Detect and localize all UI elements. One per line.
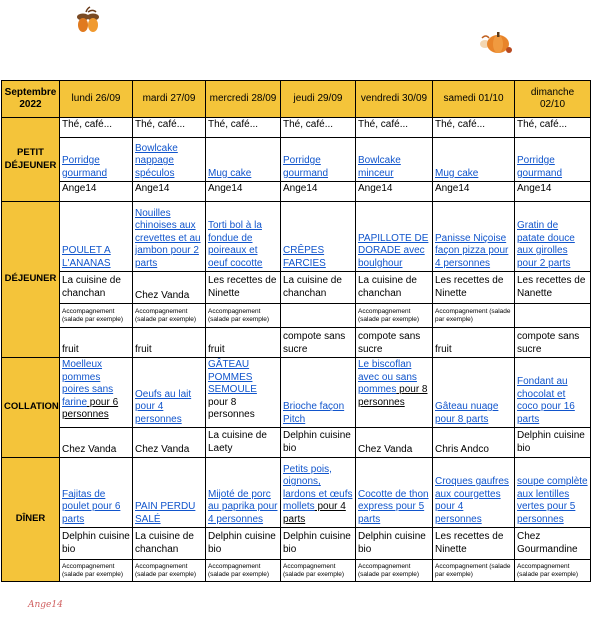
drink-cell: Thé, café... <box>356 118 433 138</box>
day-header: jeudi 29/09 <box>281 81 356 118</box>
source-cell: Ange14 <box>433 182 515 202</box>
side-cell: Accompagnement (salade par exemple) <box>133 304 206 328</box>
source-cell: Les recettes de Nanette <box>515 272 591 304</box>
side-cell: Accompagnement (salade par exemple) <box>433 304 515 328</box>
source-cell: Delphin cuisine bio <box>206 528 281 560</box>
recipe-link[interactable]: Torti bol à la fondue de poireaux et oeuf cocotte <box>208 220 263 269</box>
dinner-label: DÎNER <box>2 458 60 582</box>
side-cell: Accompagnement (salade par exemple) <box>356 304 433 328</box>
source-cell: Les recettes de Ninette <box>206 272 281 304</box>
recipe-cell <box>356 138 433 182</box>
recipe-link[interactable]: Mijoté de porc au paprika pour 4 personnes <box>208 488 278 525</box>
recipe-link[interactable]: Porridge gourmand <box>517 155 563 179</box>
day-header: mercredi 28/09 <box>206 81 281 118</box>
source-cell: Chez Vanda <box>133 428 206 458</box>
recipe-cell <box>133 358 206 428</box>
recipe-link[interactable]: Mug cake <box>435 167 479 179</box>
source-cell: Delphin cuisine bio <box>281 528 356 560</box>
recipe-link[interactable]: Gâteau nuage pour 8 parts <box>435 401 499 425</box>
drink-cell: Thé, café... <box>206 118 281 138</box>
recipe-cell <box>60 458 133 528</box>
source-cell: La cuisine de chanchan <box>133 528 206 560</box>
recipe-link[interactable]: Fajitas de poulet pour 6 parts <box>62 488 121 525</box>
dinner-side-row <box>2 560 591 582</box>
side-cell: Accompagnement (salade par exemple) <box>433 560 515 582</box>
recipe-cell <box>356 202 433 272</box>
source-cell: Chez Vanda <box>60 428 133 458</box>
dessert-cell: compote sans sucre <box>515 328 591 358</box>
side-cell: Accompagnement (salade par exemple) <box>60 560 133 582</box>
recipe-link[interactable]: GÂTEAU POMMES SEMOULE <box>208 359 257 395</box>
recipe-cell <box>133 138 206 182</box>
recipe-link[interactable]: POULET A L'ANANAS <box>62 245 111 269</box>
source-cell: Ange14 <box>281 182 356 202</box>
recipe-cell <box>515 138 591 182</box>
source-cell: Les recettes de Ninette <box>433 272 515 304</box>
recipe-cell <box>133 458 206 528</box>
recipe-cell <box>60 358 133 428</box>
side-cell <box>515 304 591 328</box>
drink-cell: Thé, café... <box>133 118 206 138</box>
recipe-link[interactable]: Cocotte de thon express pour 5 parts <box>358 488 429 525</box>
side-cell: Accompagnement (salade par exemple) <box>356 560 433 582</box>
source-cell: Les recettes de Ninette <box>433 528 515 560</box>
source-cell: Delphin cuisine bio <box>515 428 591 458</box>
dessert-cell: fruit <box>133 328 206 358</box>
acorn-icon <box>74 6 102 36</box>
source-cell: Chez Vanda <box>133 272 206 304</box>
source-cell: Ange14 <box>515 182 591 202</box>
source-cell: Chez Vanda <box>356 428 433 458</box>
recipe-cell <box>515 358 591 428</box>
recipe-link[interactable]: Gratin de patate douce aux girolles pour 2 parts <box>517 220 575 269</box>
dessert-cell: compote sans sucre <box>281 328 356 358</box>
side-cell: Accompagnement (salade par exemple) <box>206 304 281 328</box>
recipe-link[interactable]: Petits pois, oignons, lardons et œufs mollets <box>283 463 353 512</box>
dinner-source-row <box>2 528 591 560</box>
side-cell: Accompagnement (salade par exemple) <box>281 560 356 582</box>
recipe-cell <box>206 358 281 428</box>
source-cell: La cuisine de chanchan <box>60 272 133 304</box>
side-cell: Accompagnement (salade par exemple) <box>515 560 591 582</box>
lunch-label: DÉJEUNER <box>2 202 60 358</box>
month-header: Septembre 2022 <box>2 81 60 118</box>
recipe-suffix: pour 4 parts <box>283 501 346 525</box>
source-cell: Chris Andco <box>433 428 515 458</box>
drink-cell: Thé, café... <box>60 118 133 138</box>
lunch-dish-row <box>2 202 591 272</box>
drink-cell: Thé, café... <box>281 118 356 138</box>
lunch-dessert-row <box>2 328 591 358</box>
recipe-link[interactable]: Panisse Niçoise façon pizza pour 4 personnes <box>435 232 509 269</box>
source-cell: Ange14 <box>206 182 281 202</box>
recipe-suffix: pour 6 personnes <box>62 396 119 420</box>
recipe-cell <box>133 202 206 272</box>
recipe-cell <box>515 458 591 528</box>
breakfast-drink-row <box>2 118 591 138</box>
day-header: samedi 01/10 <box>433 81 515 118</box>
source-cell: Delphin cuisine bio <box>356 528 433 560</box>
dessert-cell: fruit <box>60 328 133 358</box>
recipe-cell <box>60 202 133 272</box>
dessert-cell: compote sans sucre <box>356 328 433 358</box>
recipe-cell <box>206 202 281 272</box>
breakfast-source-row <box>2 182 591 202</box>
pumpkin-icon <box>476 26 514 56</box>
recipe-link[interactable]: Mug cake <box>208 167 252 179</box>
recipe-link[interactable]: Fondant au chocolat et coco pour 16 parts <box>517 376 575 425</box>
recipe-cell <box>206 458 281 528</box>
recipe-suffix: pour 8 personnes <box>358 384 428 408</box>
source-cell: La cuisine de chanchan <box>281 272 356 304</box>
dessert-cell: fruit <box>206 328 281 358</box>
source-cell: Ange14 <box>356 182 433 202</box>
recipe-link[interactable]: Moelleux pommes poires sans farine <box>62 359 114 408</box>
recipe-link[interactable]: Nouilles chinoises aux crevettes et au jambon pour 2 parts <box>135 207 201 269</box>
recipe-cell <box>433 138 515 182</box>
recipe-cell <box>356 458 433 528</box>
recipe-link[interactable]: soupe complète aux lentilles vertes pour 5 personnes <box>517 476 588 525</box>
side-cell: Accompagnement (salade par exemple) <box>206 560 281 582</box>
recipe-cell <box>281 358 356 428</box>
snack-dish-row <box>2 358 591 428</box>
breakfast-dish-row <box>2 138 591 182</box>
recipe-link[interactable]: Porridge gourmand <box>62 155 108 179</box>
recipe-cell <box>433 458 515 528</box>
recipe-link[interactable]: Porridge gourmand <box>283 155 329 179</box>
recipe-cell <box>515 202 591 272</box>
drink-cell: Thé, café... <box>433 118 515 138</box>
recipe-suffix: pour 8 personnes <box>208 396 255 420</box>
author-signature: Ange14 <box>28 600 63 610</box>
source-cell: La cuisine de Laety <box>206 428 281 458</box>
day-header: lundi 26/09 <box>60 81 133 118</box>
recipe-link[interactable]: Oeufs au lait pour 4 personnes <box>135 388 192 425</box>
lunch-source-row <box>2 272 591 304</box>
recipe-cell <box>281 202 356 272</box>
recipe-link[interactable]: Bowlcake nappage spéculos <box>135 142 178 179</box>
side-cell: Accompagnement (salade par exemple) <box>60 304 133 328</box>
recipe-link[interactable]: PAPILLOTE DE DORADE avec boulghour <box>358 232 429 269</box>
snack-source-row <box>2 428 591 458</box>
recipe-link[interactable]: Le biscoflan avec ou sans pommes <box>358 359 417 395</box>
breakfast-label: PETIT DÉJEUNER <box>2 118 60 202</box>
recipe-cell <box>433 202 515 272</box>
side-cell <box>281 304 356 328</box>
source-cell: Ange14 <box>60 182 133 202</box>
recipe-cell <box>60 138 133 182</box>
day-header: dimanche 02/10 <box>515 81 591 118</box>
recipe-cell <box>356 358 433 428</box>
source-cell: Ange14 <box>133 182 206 202</box>
source-cell: Delphin cuisine bio <box>60 528 133 560</box>
lunch-side-row <box>2 304 591 328</box>
day-header: mardi 27/09 <box>133 81 206 118</box>
recipe-link[interactable]: CRÊPES FARCIES <box>283 245 326 269</box>
recipe-link[interactable]: Croques gaufres aux courgettes pour 4 personnes <box>435 476 509 525</box>
side-cell: Accompagnement (salade par exemple) <box>133 560 206 582</box>
dinner-dish-row <box>2 458 591 528</box>
source-cell: Chez Gourmandine <box>515 528 591 560</box>
recipe-cell <box>281 138 356 182</box>
recipe-cell <box>433 358 515 428</box>
recipe-cell <box>206 138 281 182</box>
recipe-link[interactable]: PAIN PERDU SALÉ <box>135 501 196 525</box>
snack-label: COLLATION <box>2 358 60 458</box>
drink-cell: Thé, café... <box>515 118 591 138</box>
dessert-cell: fruit <box>433 328 515 358</box>
recipe-link[interactable]: Brioche façon Pitch <box>283 401 345 425</box>
recipe-link[interactable]: Bowlcake minceur <box>358 155 401 179</box>
day-header: vendredi 30/09 <box>356 81 433 118</box>
header-row <box>2 81 591 118</box>
recipe-cell <box>281 458 356 528</box>
weekly-menu-table <box>1 80 591 582</box>
source-cell: La cuisine de chanchan <box>356 272 433 304</box>
source-cell: Delphin cuisine bio <box>281 428 356 458</box>
